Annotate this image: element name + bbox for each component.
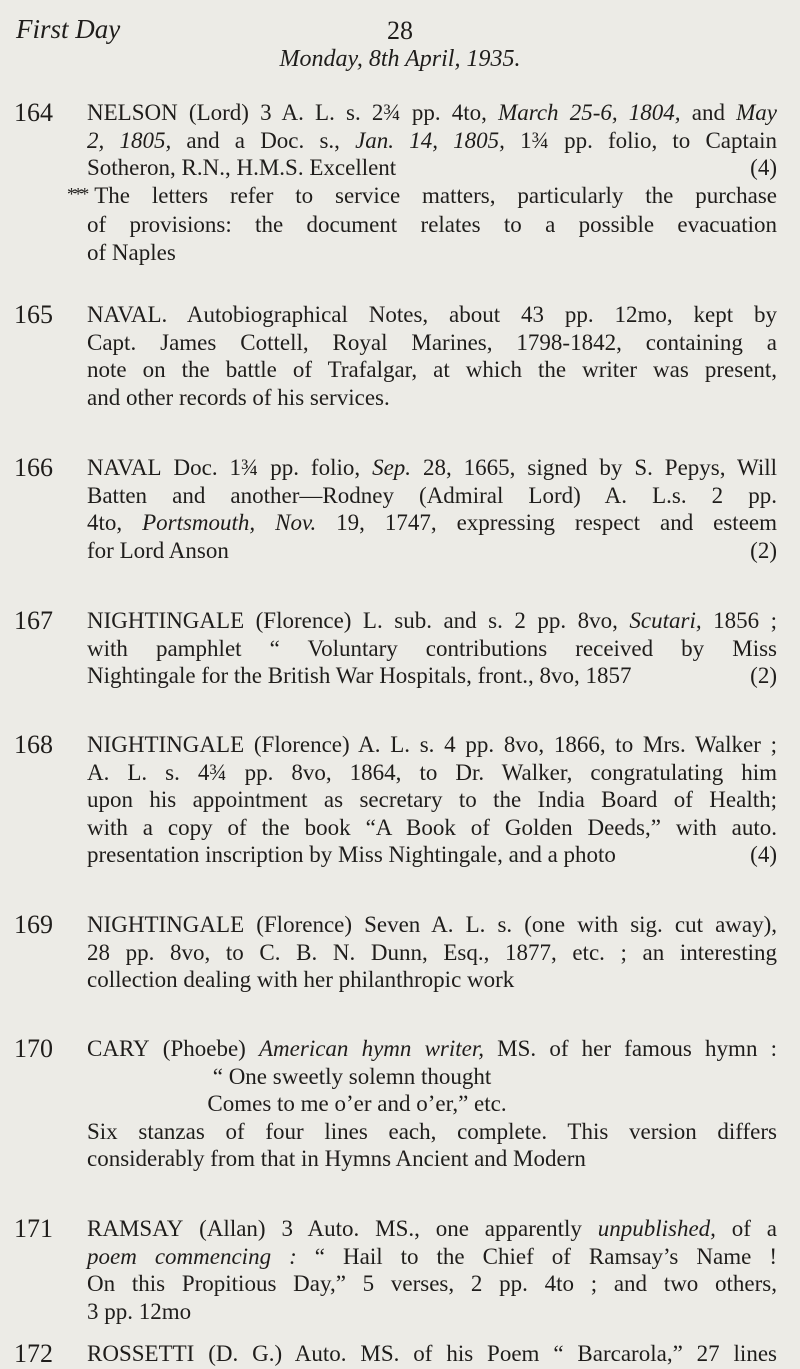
- lot-line: 3 pp. 12mo: [87, 1298, 192, 1324]
- lot-line: NIGHTINGALE (Florence) A. L. s. 4 pp. 8vo, 1866, to Mrs. Walker ;: [87, 732, 777, 757]
- lot-number: 171: [14, 1214, 53, 1243]
- lot-note-line: of Naples: [87, 239, 176, 265]
- lot-note-line: of provisions: the document relates to a possible evacuation: [87, 212, 777, 237]
- lot-line: 2, 1805, and a Doc. s., Jan. 14, 1805, 1¾ pp. folio, to Captain: [87, 127, 778, 153]
- lot-quantity: (2): [750, 537, 777, 563]
- lot-description: [87, 1340, 777, 1368]
- lot-note-line: * * * The letters refer to service matters, particularly the purchase: [67, 182, 777, 208]
- lot-description: [87, 1035, 777, 1173]
- lot-quantity: (4): [750, 155, 777, 180]
- lot-number: 169: [14, 910, 53, 939]
- lot-line: NELSON (Lord) 3 A. L. s. 2¾ pp. 4to, March 25-6, 1804, and May: [87, 100, 777, 125]
- hymn-verse-line: “ One sweetly solemn thought: [212, 1063, 492, 1089]
- lot-line: 28 pp. 8vo, to C. B. N. Dunn, Esq., 1877, etc. ; an interesting: [87, 939, 777, 965]
- lot-line: with pamphlet “ Voluntary contributions received by Miss: [87, 635, 777, 661]
- lot-quantity: (4): [750, 842, 777, 867]
- lot-line: presentation inscription by Miss Nightingale, and a photo (4): [87, 842, 777, 867]
- lot-line: considerably from that in Hymns Ancient and Modern: [87, 1146, 586, 1171]
- lot-line: and other records of his services.: [87, 384, 390, 410]
- lot-line: note on the battle of Trafalgar, at which the writer was present,: [87, 357, 777, 382]
- lot-description: [87, 607, 777, 690]
- lot-line: NAVAL Doc. 1¾ pp. folio, Sep. 28, 1665, signed by S. Pepys, Will: [87, 455, 777, 480]
- lot-line: poem commencing : “ Hail to the Chief of Ramsay’s Name !: [87, 1243, 777, 1269]
- lot-line: CARY (Phoebe) American hymn writer, MS. of her famous hymn :: [87, 1036, 777, 1061]
- lot-line: ROSSETTI (D. G.) Auto. MS. of his Poem “ Barcarola,” 27 lines: [87, 1341, 777, 1366]
- sale-date: Monday, 8th April, 1935.: [279, 46, 521, 72]
- lot-line: NIGHTINGALE (Florence) Seven A. L. s. (one with sig. cut away),: [87, 912, 777, 937]
- lot-description: [87, 1215, 777, 1325]
- lot-number: 167: [14, 606, 53, 635]
- lot-number: 166: [14, 453, 53, 482]
- lot-quantity: (2): [750, 663, 777, 688]
- lot-line: On this Propitious Day,” 5 verses, 2 pp. 4to ; and two others,: [87, 1271, 777, 1296]
- asterisks-mark: * * *: [67, 183, 87, 204]
- lot-line: Six stanzas of four lines each, complete. This version differs: [87, 1118, 777, 1144]
- lot-line: upon his appointment as secretary to the India Board of Health;: [87, 787, 777, 812]
- lot-number: 172: [14, 1339, 53, 1368]
- lot-description: [67, 99, 778, 266]
- lot-line: 4to, Portsmouth, Nov. 19, 1747, expressing respect and esteem: [87, 510, 777, 535]
- running-head-day: First Day: [16, 14, 121, 44]
- lot-line: Batten and another—Rodney (Admiral Lord) A. L.s. 2 pp.: [87, 482, 777, 508]
- lot-description: [87, 301, 777, 411]
- lot-description: [87, 454, 777, 564]
- lot-line: NIGHTINGALE (Florence) L. sub. and s. 2 pp. 8vo, Scutari, 1856 ;: [87, 608, 777, 633]
- lot-number: 164: [14, 98, 53, 127]
- lot-line: NAVAL. Autobiographical Notes, about 43 pp. 12mo, kept by: [87, 302, 777, 327]
- lot-description: [87, 731, 777, 869]
- lot-number: 170: [14, 1034, 53, 1063]
- lot-line: Capt. James Cottell, Royal Marines, 1798-1842, containing a: [87, 329, 777, 355]
- page-number: 28: [387, 16, 413, 45]
- lot-description: [87, 911, 777, 994]
- lot-line: Sotheron, R.N., H.M.S. Excellent (4): [87, 155, 777, 180]
- lot-line: with a copy of the book “A Book of Golden Deeds,” with auto.: [87, 814, 777, 840]
- lot-line: collection dealing with her philanthropic work: [87, 967, 515, 992]
- lot-number: 168: [14, 730, 53, 759]
- lot-line: Nightingale for the British War Hospitals, front., 8vo, 1857 (2): [87, 663, 777, 688]
- lot-line: A. L. s. 4¾ pp. 8vo, 1864, to Dr. Walker, congratulating him: [87, 759, 777, 785]
- lot-line: RAMSAY (Allan) 3 Auto. MS., one apparently unpublished, of a: [87, 1216, 777, 1241]
- hymn-verse-line: Comes to me o’er and o’er,” etc.: [207, 1091, 507, 1116]
- lot-line: for Lord Anson (2): [87, 537, 777, 563]
- lot-number: 165: [14, 300, 53, 329]
